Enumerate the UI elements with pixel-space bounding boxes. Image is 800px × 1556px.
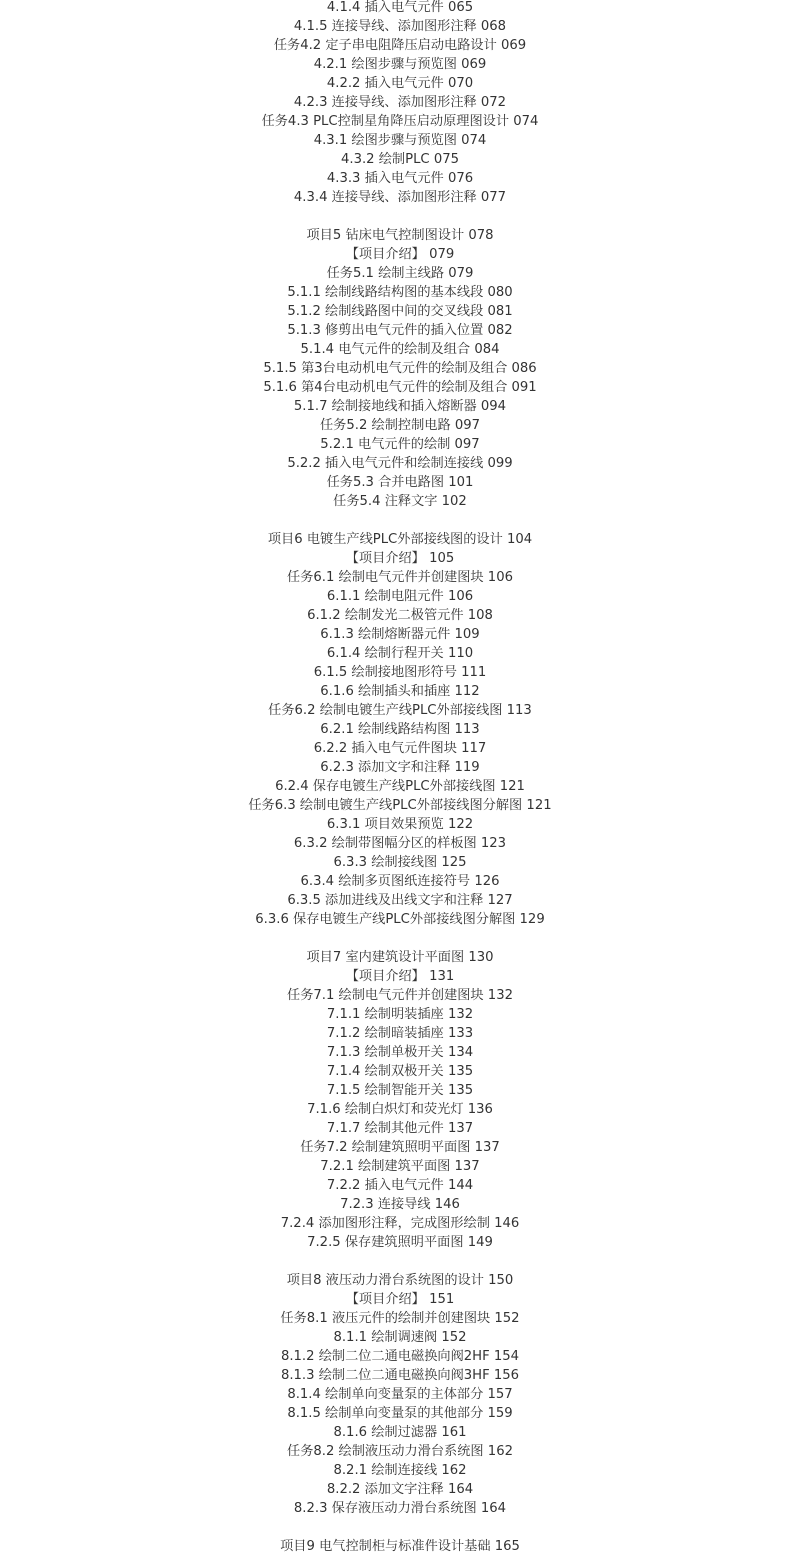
- toc-entry: 8.1.3 绘制二位二通电磁换向阀3HF 156: [280, 1368, 520, 1383]
- toc-entry: 5.1.2 绘制线路图中间的交叉线段 081: [287, 304, 513, 319]
- toc-entry: 8.1.1 绘制调速阀 152: [333, 1330, 467, 1345]
- toc-entry: 项目5 钻床电气控制图设计 078: [306, 228, 494, 243]
- toc-entry: 任务4.3 PLC控制星角降压启动原理图设计 074: [261, 114, 539, 129]
- toc-entry: 项目9 电气控制柜与标准件设计基础 165: [280, 1539, 520, 1554]
- toc-entry: 6.2.1 绘制线路结构图 113: [320, 722, 480, 737]
- toc-entry: 7.1.7 绘制其他元件 137: [326, 1121, 474, 1136]
- toc-entry: 任务5.1 绘制主线路 079: [326, 266, 474, 281]
- toc-entry: 6.3.6 保存电镀生产线PLC外部接线图分解图 129: [255, 912, 545, 927]
- toc-entry: 4.2.1 绘图步骤与预览图 069: [313, 57, 487, 72]
- toc-entry: 4.3.1 绘图步骤与预览图 074: [313, 133, 487, 148]
- toc-entry: 4.2.2 插入电气元件 070: [326, 76, 474, 91]
- section-gap: [0, 929, 800, 948]
- section-gap: [0, 207, 800, 226]
- toc-entry: 6.1.2 绘制发光二极管元件 108: [307, 608, 493, 623]
- toc-entry: 6.3.5 添加进线及出线文字和注释 127: [287, 893, 513, 908]
- toc-entry: 5.2.1 电气元件的绘制 097: [320, 437, 480, 452]
- toc-entry: 7.1.3 绘制单极开关 134: [326, 1045, 474, 1060]
- toc-entry: 6.3.2 绘制带图幅分区的样板图 123: [293, 836, 507, 851]
- toc-entry: 4.3.4 连接导线、添加图形注释 077: [293, 190, 507, 205]
- toc-entry: 8.1.5 绘制单向变量泵的其他部分 159: [287, 1406, 513, 1421]
- toc-entry: 4.3.2 绘制PLC 075: [341, 152, 459, 167]
- toc-entry: 7.1.4 绘制双极开关 135: [326, 1064, 474, 1079]
- toc-entry: 任务5.2 绘制控制电路 097: [319, 418, 481, 433]
- toc-entry: 7.1.2 绘制暗装插座 133: [326, 1026, 474, 1041]
- toc-entry: 【项目介绍】 131: [345, 969, 455, 984]
- toc-entry: 4.3.3 插入电气元件 076: [326, 171, 474, 186]
- toc-entry: 【项目介绍】 151: [345, 1292, 455, 1307]
- toc-entry: 5.1.4 电气元件的绘制及组合 084: [300, 342, 500, 357]
- toc-entry: 4.2.3 连接导线、添加图形注释 072: [293, 95, 507, 110]
- toc-entry: 4.1.4 插入电气元件 065: [326, 0, 474, 15]
- toc-entry: 6.2.4 保存电镀生产线PLC外部接线图 121: [275, 779, 525, 794]
- toc-entry: 8.2.2 添加文字注释 164: [326, 1482, 474, 1497]
- toc-entry: 6.1.5 绘制接地图形符号 111: [313, 665, 487, 680]
- toc-entry: 8.1.2 绘制二位二通电磁换向阀2HF 154: [280, 1349, 520, 1364]
- toc-entry: 7.1.1 绘制明装插座 132: [326, 1007, 474, 1022]
- toc-entry: 项目6 电镀生产线PLC外部接线图的设计 104: [267, 532, 533, 547]
- toc-entry: 7.2.1 绘制建筑平面图 137: [320, 1159, 480, 1174]
- toc-entry: 6.2.3 添加文字和注释 119: [320, 760, 480, 775]
- toc-entry: 4.1.5 连接导线、添加图形注释 068: [293, 19, 507, 34]
- toc-entry: 任务6.2 绘制电镀生产线PLC外部接线图 113: [268, 703, 532, 718]
- section-gap: [0, 1518, 800, 1537]
- toc-entry: 6.1.1 绘制电阻元件 106: [326, 589, 474, 604]
- toc-entry: 任务6.1 绘制电气元件并创建图块 106: [287, 570, 513, 585]
- toc-entry: 项目8 液压动力滑台系统图的设计 150: [286, 1273, 514, 1288]
- toc-entry: 5.1.6 第4台电动机电气元件的绘制及组合 091: [263, 380, 537, 395]
- toc-entry: 5.2.2 插入电气元件和绘制连接线 099: [287, 456, 513, 471]
- toc-entry: 任务8.2 绘制液压动力滑台系统图 162: [287, 1444, 513, 1459]
- toc-entry: 项目7 室内建筑设计平面图 130: [306, 950, 494, 965]
- toc-entry: 7.2.5 保存建筑照明平面图 149: [307, 1235, 493, 1250]
- toc-entry: 6.3.1 项目效果预览 122: [326, 817, 474, 832]
- toc-entry: 【项目介绍】 105: [345, 551, 455, 566]
- toc-entry: 6.1.4 绘制行程开关 110: [326, 646, 474, 661]
- toc-entry: 7.2.4 添加图形注释，完成图形绘制 146: [280, 1216, 520, 1231]
- toc-entry: 6.1.3 绘制熔断器元件 109: [320, 627, 480, 642]
- toc-entry: 8.2.1 绘制连接线 162: [333, 1463, 467, 1478]
- toc-entry: 任务7.2 绘制建筑照明平面图 137: [300, 1140, 500, 1155]
- toc-entry: 任务8.1 液压元件的绘制并创建图块 152: [280, 1311, 520, 1326]
- toc-entry: 6.2.2 插入电气元件图块 117: [313, 741, 487, 756]
- toc-entry: 5.1.7 绘制接地线和插入熔断器 094: [293, 399, 507, 414]
- toc-entry: 7.1.5 绘制智能开关 135: [326, 1083, 474, 1098]
- toc-entry: 5.1.5 第3台电动机电气元件的绘制及组合 086: [263, 361, 537, 376]
- toc-entry: 8.1.4 绘制单向变量泵的主体部分 157: [287, 1387, 513, 1402]
- toc-entry: 7.2.3 连接导线 146: [340, 1197, 460, 1212]
- toc-entry: 任务7.1 绘制电气元件并创建图块 132: [287, 988, 513, 1003]
- section-gap: [0, 511, 800, 530]
- toc-entry: 7.2.2 插入电气元件 144: [326, 1178, 474, 1193]
- toc-entry: 6.3.3 绘制接线图 125: [333, 855, 467, 870]
- toc-entry: 任务5.4 注释文字 102: [333, 494, 467, 509]
- toc-entry: 8.2.3 保存液压动力滑台系统图 164: [293, 1501, 507, 1516]
- toc-entry: 任务5.3 合并电路图 101: [326, 475, 474, 490]
- toc-entry: 【项目介绍】 079: [345, 247, 455, 262]
- toc-entry: 5.1.3 修剪出电气元件的插入位置 082: [287, 323, 513, 338]
- toc-entry: 任务6.3 绘制电镀生产线PLC外部接线图分解图 121: [248, 798, 552, 813]
- toc-entry: 8.1.6 绘制过滤器 161: [333, 1425, 467, 1440]
- toc-entry: 6.1.6 绘制插头和插座 112: [320, 684, 480, 699]
- toc-entry: 6.3.4 绘制多页图纸连接符号 126: [300, 874, 500, 889]
- toc-entry: 7.1.6 绘制白炽灯和荧光灯 136: [307, 1102, 493, 1117]
- section-gap: [0, 1252, 800, 1271]
- toc-entry: 任务4.2 定子串电阻降压启动电路设计 069: [273, 38, 527, 53]
- toc-entry: 5.1.1 绘制线路结构图的基本线段 080: [287, 285, 513, 300]
